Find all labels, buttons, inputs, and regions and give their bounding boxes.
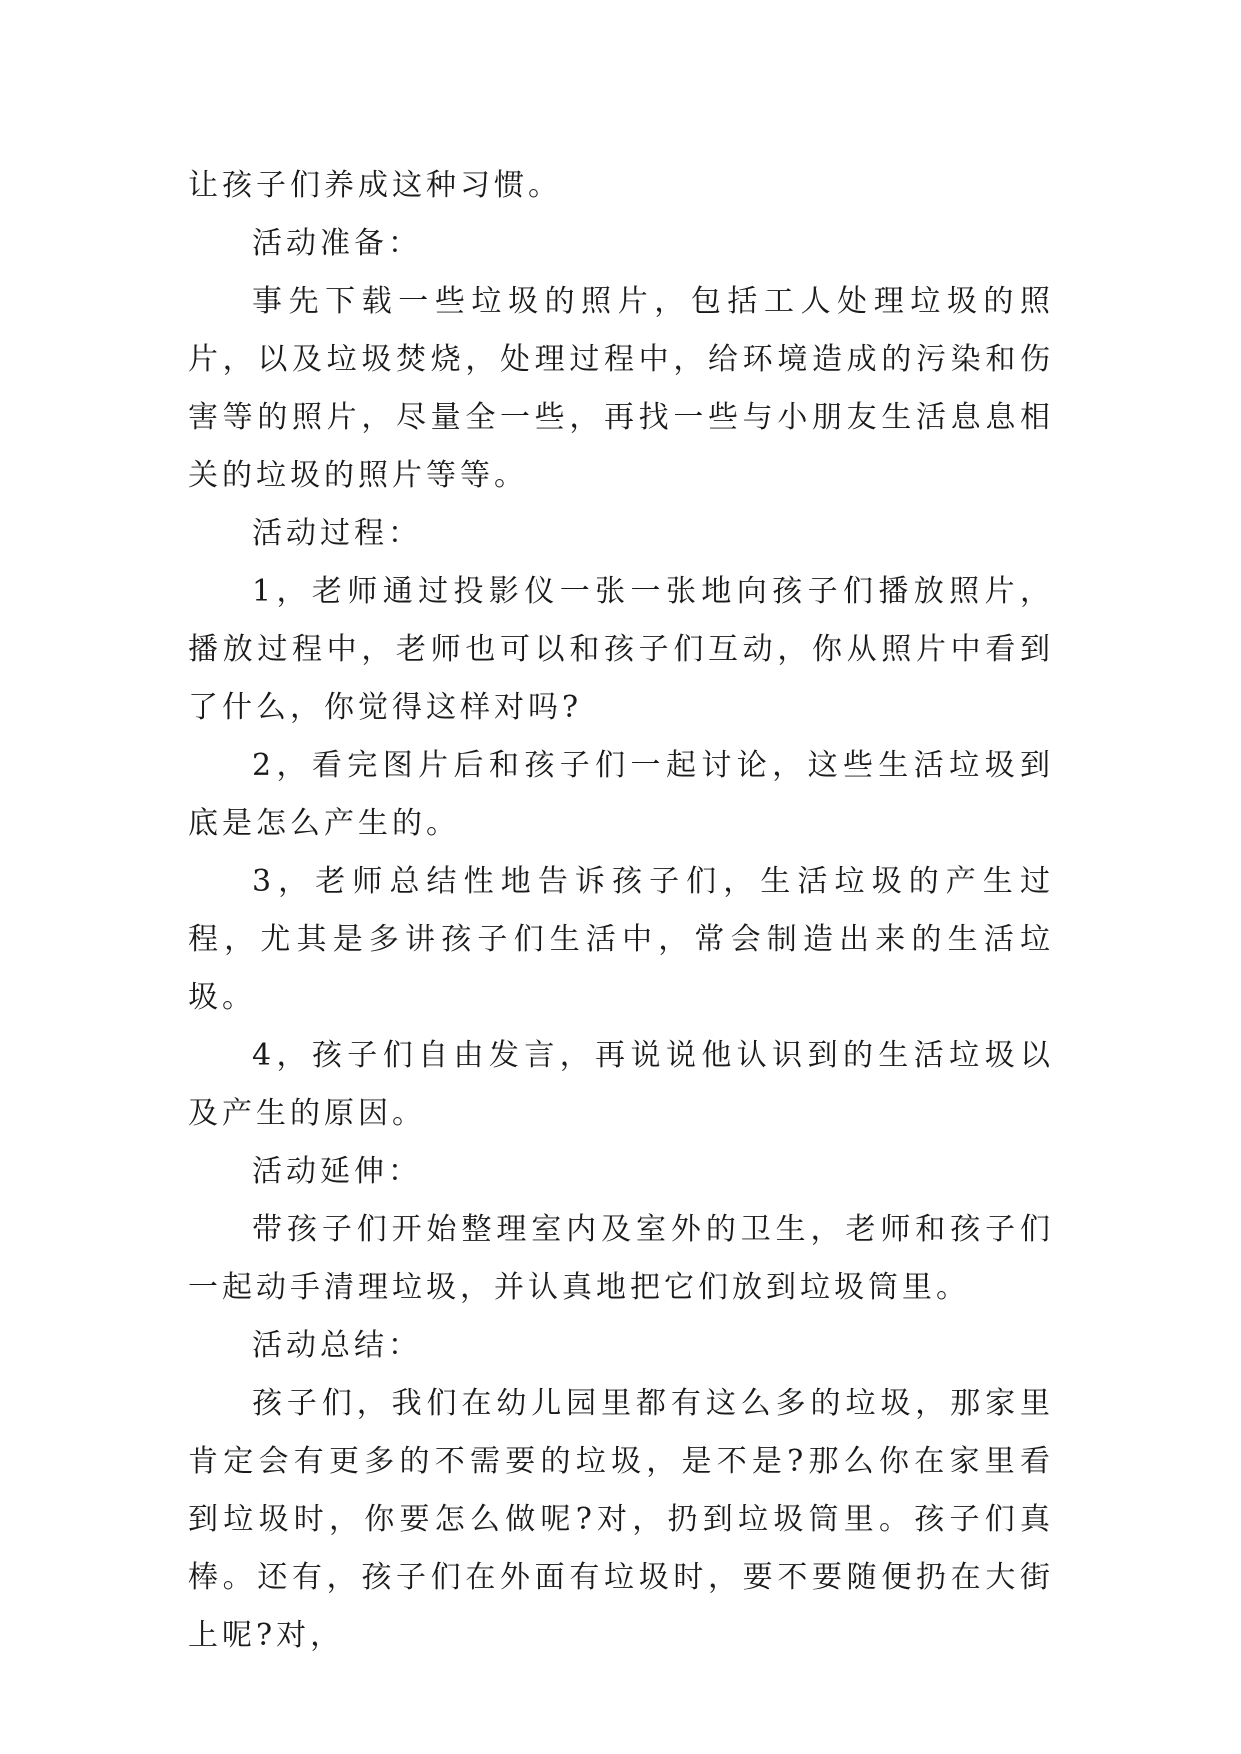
list-item: 2，看完图片后和孩子们一起讨论，这些生活垃圾到底是怎么产生的。	[188, 748, 1054, 841]
list-item: 3，老师总结性地告诉孩子们，生活垃圾的产生过程，尤其是多讲孩子们生活中，常会制造出来的生活垃圾。	[188, 864, 1054, 1015]
paragraph: 事先下载一些垃圾的照片，包括工人处理垃圾的照片，以及垃圾焚烧，处理过程中，给环境造成的污染和伤害等的照片，尽量全一些，再找一些与小朋友生活息息相关的垃圾的照片等等。	[188, 284, 1054, 493]
paragraph: 带孩子们开始整理室内及室外的卫生，老师和孩子们一起动手清理垃圾，并认真地把它们放到垃圾筒里。	[188, 1212, 1054, 1305]
section-heading-preparation: 活动准备：	[252, 226, 422, 261]
document-body	[188, 157, 1054, 1665]
section-heading-process: 活动过程：	[252, 516, 422, 551]
paragraph: 孩子们，我们在幼儿园里都有这么多的垃圾，那家里肯定会有更多的不需要的垃圾，是不是?那么你在家里看到垃圾时，你要怎么做呢?对，扔到垃圾筒里。孩子们真棒。还有，孩子们在外面有垃圾时，要不要随便扔在大街上呢?对，	[188, 1386, 1054, 1653]
paragraph: 让孩子们养成这种习惯。	[188, 168, 562, 203]
section-heading-extension: 活动延伸：	[252, 1154, 422, 1189]
list-item: 1，老师通过投影仪一张一张地向孩子们播放照片，播放过程中，老师也可以和孩子们互动，你从照片中看到了什么，你觉得这样对吗?	[188, 574, 1054, 725]
section-heading-summary: 活动总结：	[252, 1328, 422, 1363]
list-item: 4，孩子们自由发言，再说说他认识到的生活垃圾以及产生的原因。	[188, 1038, 1054, 1131]
